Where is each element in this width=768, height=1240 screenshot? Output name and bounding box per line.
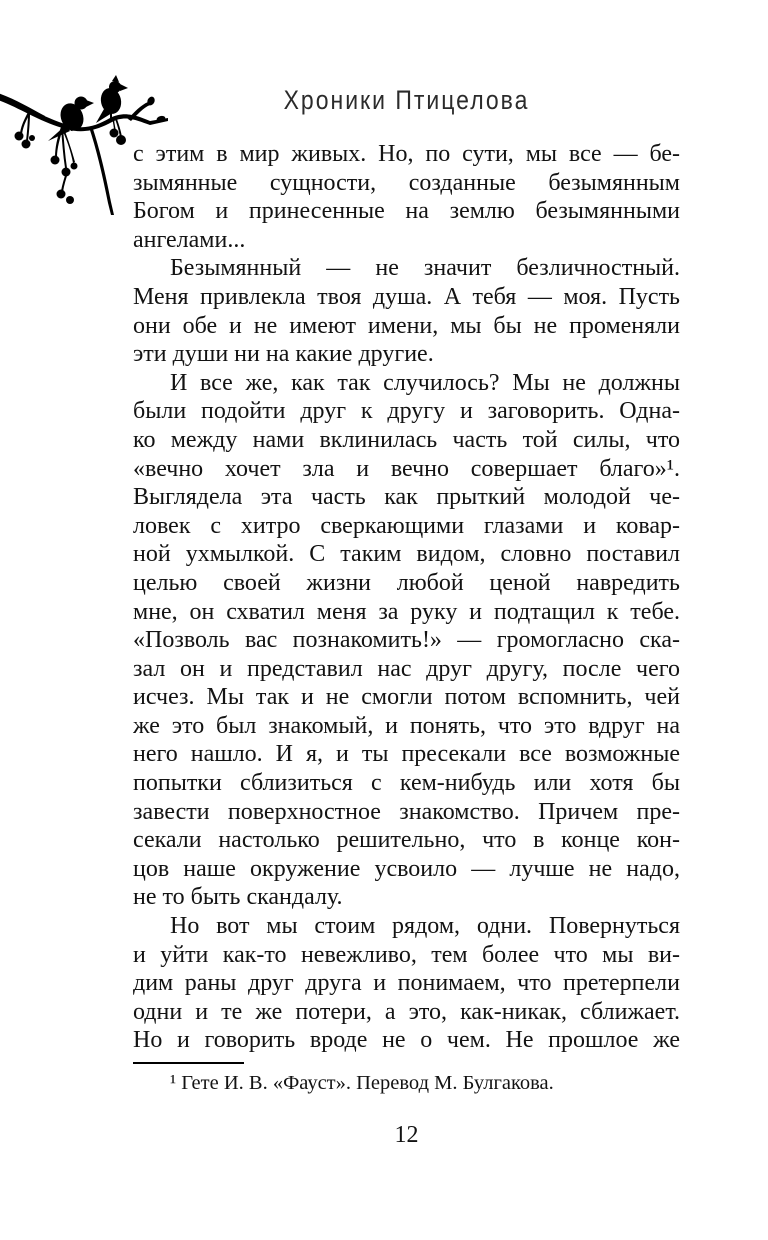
text-line: И все же, как так случилось? Мы не должны [170, 369, 680, 396]
text-line: «вечно хочет зла и вечно совершает благо»¹. [133, 455, 680, 482]
text-line: Безымянный — не значит безличностный. [170, 255, 680, 282]
text-line: ко между нами вклинилась часть той силы, что [133, 426, 680, 453]
footnote-separator [133, 1062, 244, 1064]
running-header: Хроники Птицелова [283, 84, 530, 115]
text-line: ловек с хитро сверкающими глазами и ковар- [133, 512, 680, 539]
text-line: Но и говорить вроде не о чем. Не прошлое же [133, 1027, 680, 1054]
text-line: они обе и не имеют имени, мы бы не променяли [133, 312, 680, 339]
text-line: дим раны друг друга и понимаем, что претерпели [133, 970, 680, 997]
text-line: секали настолько решительно, что в конце кон- [133, 827, 680, 854]
text-line: цов наше окружение усвоило — лучше не надо, [133, 855, 680, 882]
text-line: завести поверхностное знакомство. Причем пре- [133, 798, 680, 825]
text-line: же это был знакомый, и понять, что это вдруг на [133, 712, 680, 739]
body-text [133, 140, 680, 1055]
text-line: мне, он схватил меня за руку и подтащил к тебе. [133, 598, 680, 625]
text-line: ангелами... [133, 226, 246, 253]
text-line: исчез. Мы так и не смогли потом вспомнить, чей [133, 684, 680, 711]
text-line: Богом и принесенные на землю безымянными [133, 198, 680, 225]
text-line: не то быть скандалу. [133, 884, 343, 911]
text-line: «Позволь вас познакомить!» — громогласно ска- [133, 627, 680, 654]
text-line: попытки сблизиться с кем-нибудь или хотя бы [133, 770, 680, 797]
text-line: Но вот мы стоим рядом, одни. Повернуться [170, 913, 680, 940]
text-line: ной ухмылкой. С таким видом, словно поставил [133, 541, 680, 568]
text-line: него нашло. И я, и ты пресекали все возможные [133, 741, 680, 768]
text-line: зымянные сущности, созданные безымянным [133, 169, 680, 196]
text-line: целью своей жизни любой ценой навредить [133, 569, 680, 596]
text-line: и уйти как-то невежливо, тем более что мы ви- [133, 941, 680, 968]
text-line: одни и те же потери, а это, как-никак, сближает. [133, 998, 680, 1025]
footnote-text: ¹ Гете И. В. «Фауст». Перевод М. Булгакова. [170, 1072, 554, 1094]
text-line: зал он и представил нас друг другу, после чего [133, 655, 680, 682]
text-line: Выглядела эта часть как прыткий молодой че- [133, 484, 680, 511]
text-line: Меня привлекла твоя душа. А тебя — моя. Пусть [133, 283, 680, 310]
text-line: с этим в мир живых. Но, по сути, мы все — бе- [133, 141, 680, 167]
text-line: были подойти друг к другу и заговорить. Одна- [133, 398, 680, 425]
page-number: 12 [394, 1122, 419, 1148]
text-line: эти души ни на какие другие. [133, 341, 434, 368]
